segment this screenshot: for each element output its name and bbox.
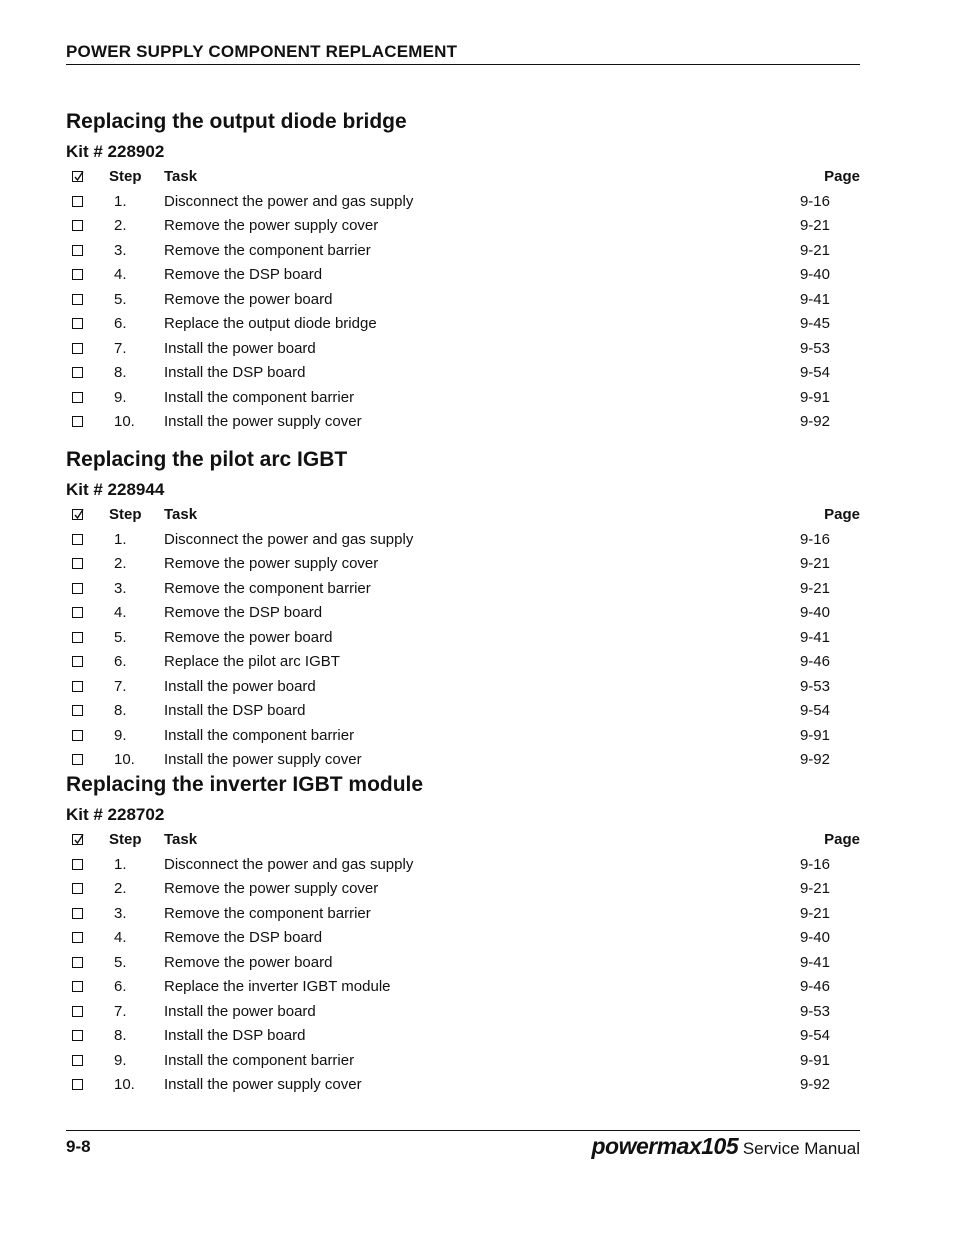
step-number: 2. <box>114 555 127 572</box>
step-number: 4. <box>114 929 127 946</box>
running-header: POWER SUPPLY COMPONENT REPLACEMENT <box>66 42 458 61</box>
brand-suffix: Service Manual <box>738 1139 860 1158</box>
checked-box-icon <box>72 834 83 845</box>
table-row <box>66 650 860 675</box>
step-number: 5. <box>114 953 127 971</box>
task-text: Install the power board <box>164 677 316 695</box>
page-reference: 9-21 <box>799 241 830 259</box>
checkbox-icon[interactable] <box>72 196 83 207</box>
table-row <box>66 951 860 976</box>
page-reference: 9-40 <box>799 929 830 946</box>
task-text: Install the component barrier <box>164 1051 355 1069</box>
table-row <box>66 288 860 313</box>
footer-page-number: 9-8 <box>66 1137 91 1156</box>
step-number: 8. <box>114 364 127 381</box>
checkbox-icon[interactable] <box>72 656 83 667</box>
checkbox-icon[interactable] <box>72 583 83 594</box>
task-text: Remove the power board <box>164 953 333 971</box>
table-row <box>66 724 860 749</box>
task-text: Disconnect the power and gas supply <box>164 192 414 210</box>
task-text: Remove the power board <box>164 290 333 308</box>
column-header-step: Step <box>109 506 142 523</box>
page-reference: 9-41 <box>799 953 830 971</box>
task-text: Install the power supply cover <box>164 751 362 768</box>
table-row <box>66 361 860 386</box>
table-row <box>66 312 860 337</box>
table-row <box>66 626 860 651</box>
page-reference: 9-21 <box>799 555 830 572</box>
task-text: Install the component barrier <box>164 726 355 744</box>
section-title: Replacing the output diode bridge <box>66 110 407 133</box>
task-text: Install the DSP board <box>164 364 306 381</box>
table-row <box>66 190 860 215</box>
task-text: Remove the power supply cover <box>164 555 379 572</box>
page-reference: 9-21 <box>799 217 830 234</box>
checkbox-icon[interactable] <box>72 957 83 968</box>
task-text: Disconnect the power and gas supply <box>164 530 414 548</box>
column-header-step: Step <box>109 168 142 185</box>
table-row <box>66 926 860 951</box>
step-number: 4. <box>114 266 127 283</box>
page-reference: 9-40 <box>799 266 830 283</box>
checkbox-icon[interactable] <box>72 318 83 329</box>
checkbox-icon[interactable] <box>72 220 83 231</box>
table-row <box>66 1049 860 1074</box>
page-reference: 9-16 <box>799 855 830 873</box>
task-text: Install the DSP board <box>164 1027 306 1044</box>
step-number: 9. <box>114 388 127 406</box>
procedure-section <box>66 108 860 435</box>
section-title: Replacing the pilot arc IGBT <box>66 448 348 471</box>
page-reference: 9-21 <box>799 579 830 597</box>
checkbox-icon[interactable] <box>72 294 83 305</box>
column-header-page: Page <box>824 168 860 185</box>
task-text: Remove the power supply cover <box>164 880 379 897</box>
checkbox-icon[interactable] <box>72 1079 83 1090</box>
table-row <box>66 577 860 602</box>
step-number: 8. <box>114 1027 127 1044</box>
table-row <box>66 552 860 577</box>
page-reference: 9-46 <box>799 978 830 995</box>
table-row <box>66 699 860 724</box>
footer-rule <box>66 1130 860 1131</box>
table-header-row <box>66 503 860 528</box>
task-text: Remove the DSP board <box>164 266 323 283</box>
checkbox-icon[interactable] <box>72 269 83 280</box>
table-row <box>66 386 860 411</box>
page-reference: 9-92 <box>799 751 830 768</box>
table-row <box>66 601 860 626</box>
step-number: 10. <box>114 1076 135 1093</box>
table-row <box>66 853 860 878</box>
column-header-page: Page <box>824 831 860 848</box>
header-rule <box>66 64 860 65</box>
task-text: Install the power board <box>164 339 316 357</box>
task-text: Remove the DSP board <box>164 929 323 946</box>
column-header-step: Step <box>109 831 142 848</box>
step-number: 1. <box>114 855 127 873</box>
task-text: Install the DSP board <box>164 702 306 719</box>
table-row <box>66 214 860 239</box>
page-reference: 9-40 <box>799 604 830 621</box>
step-number: 2. <box>114 880 127 897</box>
table-row <box>66 1024 860 1049</box>
procedure-section <box>66 771 860 1098</box>
checkbox-icon[interactable] <box>72 883 83 894</box>
step-number: 1. <box>114 530 127 548</box>
step-number: 10. <box>114 751 135 768</box>
checkbox-icon[interactable] <box>72 981 83 992</box>
page-reference: 9-46 <box>799 653 830 670</box>
page-reference: 9-91 <box>799 388 830 406</box>
table-row <box>66 675 860 700</box>
step-number: 7. <box>114 339 127 357</box>
page-reference: 9-92 <box>799 1076 830 1093</box>
kit-number: Kit # 228702 <box>66 805 165 824</box>
kit-number: Kit # 228944 <box>66 480 165 499</box>
table-row <box>66 528 860 553</box>
task-text: Remove the DSP board <box>164 604 323 621</box>
checkbox-icon[interactable] <box>72 632 83 643</box>
task-text: Replace the output diode bridge <box>164 315 377 332</box>
checkbox-icon[interactable] <box>72 1006 83 1017</box>
step-number: 3. <box>114 904 127 922</box>
table-row <box>66 902 860 927</box>
task-text: Remove the power supply cover <box>164 217 379 234</box>
table-row <box>66 1073 860 1098</box>
page-reference: 9-53 <box>799 339 830 357</box>
step-number: 4. <box>114 604 127 621</box>
page-reference: 9-45 <box>799 315 830 332</box>
footer-brand <box>591 1133 860 1160</box>
task-text: Install the power supply cover <box>164 413 362 430</box>
table-row <box>66 748 860 773</box>
column-header-task: Task <box>164 168 198 185</box>
step-number: 7. <box>114 1002 127 1020</box>
checkbox-icon[interactable] <box>72 367 83 378</box>
page-reference: 9-41 <box>799 290 830 308</box>
brand-logo: powermax105 <box>591 1133 739 1159</box>
page-reference: 9-92 <box>799 413 830 430</box>
step-number: 3. <box>114 241 127 259</box>
task-text: Replace the inverter IGBT module <box>164 978 391 995</box>
task-text: Remove the component barrier <box>164 904 371 922</box>
step-number: 10. <box>114 413 135 430</box>
page-reference: 9-54 <box>799 364 830 381</box>
step-number: 6. <box>114 653 127 670</box>
step-number: 6. <box>114 978 127 995</box>
page-reference: 9-16 <box>799 530 830 548</box>
checkbox-icon[interactable] <box>72 343 83 354</box>
checkbox-icon[interactable] <box>72 558 83 569</box>
step-number: 1. <box>114 192 127 210</box>
checkbox-icon[interactable] <box>72 681 83 692</box>
task-text: Install the component barrier <box>164 388 355 406</box>
step-number: 8. <box>114 702 127 719</box>
task-text: Remove the component barrier <box>164 579 371 597</box>
step-number: 3. <box>114 579 127 597</box>
page-reference: 9-21 <box>799 880 830 897</box>
table-header-row <box>66 165 860 190</box>
page-reference: 9-91 <box>799 726 830 744</box>
table-row <box>66 263 860 288</box>
task-text: Remove the power board <box>164 628 333 646</box>
checkbox-icon[interactable] <box>72 245 83 256</box>
step-number: 7. <box>114 677 127 695</box>
page-reference: 9-21 <box>799 904 830 922</box>
table-row <box>66 1000 860 1025</box>
section-title: Replacing the inverter IGBT module <box>66 773 424 796</box>
column-header-task: Task <box>164 506 198 523</box>
checkbox-icon[interactable] <box>72 416 83 427</box>
page-reference: 9-54 <box>799 1027 830 1044</box>
table-row <box>66 877 860 902</box>
table-row <box>66 410 860 435</box>
checked-box-icon <box>72 171 83 182</box>
task-text: Disconnect the power and gas supply <box>164 855 414 873</box>
checkbox-icon[interactable] <box>72 932 83 943</box>
checkbox-icon[interactable] <box>72 1055 83 1066</box>
column-header-task: Task <box>164 831 198 848</box>
checkbox-icon[interactable] <box>72 1030 83 1041</box>
step-number: 5. <box>114 290 127 308</box>
page-reference: 9-91 <box>799 1051 830 1069</box>
checkbox-icon[interactable] <box>72 908 83 919</box>
checkbox-icon[interactable] <box>72 705 83 716</box>
page-reference: 9-53 <box>799 677 830 695</box>
column-header-page: Page <box>824 506 860 523</box>
task-text: Remove the component barrier <box>164 241 371 259</box>
checkbox-icon[interactable] <box>72 730 83 741</box>
checkbox-icon[interactable] <box>72 859 83 870</box>
checkbox-icon[interactable] <box>72 607 83 618</box>
step-number: 6. <box>114 315 127 332</box>
step-number: 9. <box>114 726 127 744</box>
table-row <box>66 239 860 264</box>
page-reference: 9-54 <box>799 702 830 719</box>
task-text: Install the power board <box>164 1002 316 1020</box>
checkbox-icon[interactable] <box>72 392 83 403</box>
checkbox-icon[interactable] <box>72 534 83 545</box>
task-text: Replace the pilot arc IGBT <box>164 653 340 670</box>
kit-number: Kit # 228902 <box>66 142 165 161</box>
task-text: Install the power supply cover <box>164 1076 362 1093</box>
procedure-section <box>66 446 860 773</box>
step-number: 5. <box>114 628 127 646</box>
table-row <box>66 975 860 1000</box>
table-header-row <box>66 828 860 853</box>
step-number: 9. <box>114 1051 127 1069</box>
page-reference: 9-53 <box>799 1002 830 1020</box>
step-number: 2. <box>114 217 127 234</box>
checkbox-icon[interactable] <box>72 754 83 765</box>
checked-box-icon <box>72 509 83 520</box>
table-row <box>66 337 860 362</box>
page-reference: 9-41 <box>799 628 830 646</box>
page-reference: 9-16 <box>799 192 830 210</box>
